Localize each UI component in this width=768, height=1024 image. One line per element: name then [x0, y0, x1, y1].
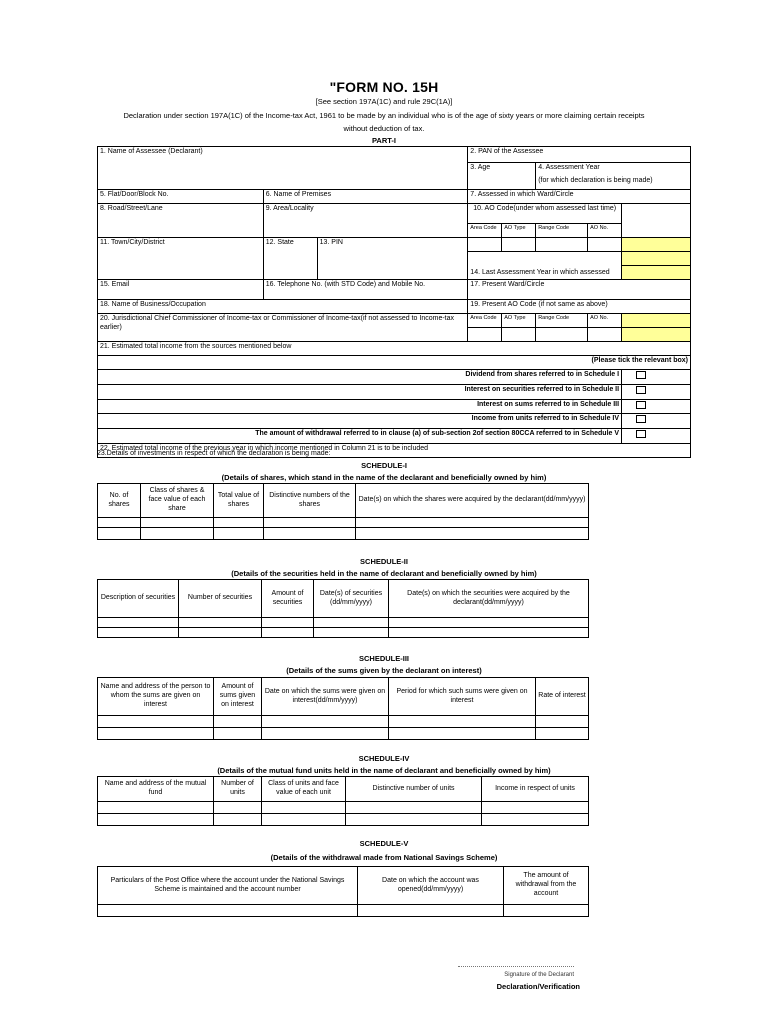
part-label: PART-I: [371, 136, 397, 145]
tick-interest-sums-label: Interest on sums referred to in Schedule III: [98, 399, 622, 414]
s4-col-name-address: Name and address of the mutual fund: [98, 777, 214, 802]
s5-col-withdrawal: The amount of withdrawal from the account: [504, 867, 589, 905]
ao2-no-label: AO No.: [588, 314, 622, 328]
s4-col-income: Income in respect of units: [482, 777, 589, 802]
field-road-street[interactable]: 8. Road/Street/Lane: [98, 204, 264, 238]
ao-no-label: AO No.: [588, 224, 622, 238]
field-assessed-ward[interactable]: 7. Assessed in which Ward/Circle: [468, 190, 691, 204]
field-jurisdictional-commissioner[interactable]: 20. Jurisdictional Chief Commissioner of Income-tax or Commissioner of Income-tax(if not assessed to Income-tax earlier): [98, 314, 468, 342]
declaration-verification-label: Declaration/Verification: [496, 982, 580, 991]
tick-note: (Please tick the relevant box): [98, 356, 691, 370]
field-assessment-year[interactable]: 4. Assessment Year: [536, 163, 691, 177]
field-name-of-assessee[interactable]: 1. Name of Assessee (Declarant): [98, 147, 468, 190]
tick-withdrawal-label: The amount of withdrawal referred to in clause (a) of sub-section 2of section 80CCA referred to in Schedule V: [98, 429, 622, 444]
field-town-city[interactable]: 11. Town/City/District: [98, 238, 264, 280]
field-flat-door[interactable]: 5. Flat/Door/Block No.: [98, 190, 264, 204]
table-row: [98, 716, 589, 728]
schedule2-table: [97, 579, 589, 638]
declaration-line-2: without deduction of tax.: [343, 124, 425, 133]
checkbox-withdrawal[interactable]: [636, 430, 646, 438]
field-telephone[interactable]: 16. Telephone No. (with STD Code) and Mobile No.: [263, 280, 468, 300]
s1-col-total-value: Total value of shares: [214, 484, 264, 518]
s1-col-class: Class of shares & face value of each share: [141, 484, 214, 518]
field-pin[interactable]: 13. PIN: [317, 238, 468, 280]
s1-col-no-of-shares: No. of shares: [98, 484, 141, 518]
schedule5-subtitle: (Details of the withdrawal made from National Savings Scheme): [270, 853, 498, 862]
s4-col-distinctive: Distinctive number of units: [346, 777, 482, 802]
s4-col-class: Class of units and face value of each unit: [262, 777, 346, 802]
ao2-range-code-label: Range Code: [536, 314, 588, 328]
ao-type-label: AO Type: [502, 224, 536, 238]
field-previous-year-income[interactable]: 22. Estimated total income of the previous year in which income mentioned in Column 21 is to be included: [98, 443, 691, 457]
table-row: [98, 618, 589, 628]
part1-table: [97, 146, 691, 458]
field-assessment-year-note: (for which declaration is being made): [536, 176, 691, 190]
s2-col-acquired: Date(s) on which the securities were acquired by the declarant(dd/mm/yyyy): [389, 580, 589, 618]
s3-col-name-address: Name and address of the person to whom the sums are given on interest: [98, 678, 214, 716]
field-estimated-income[interactable]: 21. Estimated total income from the sources mentioned below: [98, 342, 691, 356]
signature-line[interactable]: [458, 966, 574, 967]
field-present-ao-code[interactable]: 19. Present AO Code (if not same as above): [468, 300, 691, 314]
checkbox-interest-sums[interactable]: [636, 401, 646, 409]
s3-col-rate: Rate of interest: [536, 678, 589, 716]
schedule5-table: [97, 866, 589, 917]
tick-dividend-label: Dividend from shares referred to in Schedule I: [98, 370, 622, 385]
field-ao-code: 10. AO Code(under whom assessed last time): [468, 204, 622, 224]
s3-col-date: Date on which the sums were given on interest(dd/mm/yyyy): [262, 678, 389, 716]
schedule2-title: SCHEDULE-II: [360, 557, 408, 566]
signature-label: Signature of the Declarant: [504, 972, 574, 978]
schedule5-title: SCHEDULE-V: [359, 839, 409, 848]
field-age[interactable]: 3. Age: [468, 163, 536, 190]
field-name-of-premises[interactable]: 6. Name of Premises: [263, 190, 468, 204]
s5-col-date-opened: Date on which the account was opened(dd/mm/yyyy): [358, 867, 504, 905]
see-section: [See section 197A(1C) and rule 29C(1A)]: [315, 97, 453, 106]
s1-col-distinctive: Distinctive numbers of the shares: [264, 484, 356, 518]
checkbox-interest-securities[interactable]: [636, 386, 646, 394]
tick-interest-securities-label: Interest on securities referred to in Schedule II: [98, 384, 622, 399]
schedule2-subtitle: (Details of the securities held in the name of declarant and beneficially owned by him): [231, 569, 537, 578]
declaration-line-1: Declaration under section 197A(1C) of the Income-tax Act, 1961 to be made by an individual who is of the age of sixty years or more claiming certain receipts: [123, 111, 645, 120]
field-pan[interactable]: 2. PAN of the Assessee: [468, 147, 691, 163]
table-row: [98, 728, 589, 740]
schedule1-subtitle: (Details of shares, which stand in the name of the declarant and beneficially owned by him): [221, 473, 547, 482]
table-row: [98, 518, 589, 528]
table-row: [98, 814, 589, 826]
ao-area-code-label: Area Code: [468, 224, 502, 238]
s1-col-dates: Date(s) on which the shares were acquired by the declarant(dd/mm/yyyy): [356, 484, 589, 518]
s4-col-number: Number of units: [214, 777, 262, 802]
field-present-ward[interactable]: 17. Present Ward/Circle: [468, 280, 691, 300]
schedule3-title: SCHEDULE-III: [358, 654, 409, 663]
schedule4-subtitle: (Details of the mutual fund units held in the name of declarant and beneficially owned by him): [217, 766, 551, 775]
schedule1-title: SCHEDULE-I: [361, 461, 407, 470]
schedule3-subtitle: (Details of the sums given by the declarant on interest): [286, 666, 482, 675]
field-last-assessment-year[interactable]: 14. Last Assessment Year in which assessed: [468, 252, 622, 280]
table-row: [98, 528, 589, 540]
field-state[interactable]: 12. State: [263, 238, 317, 280]
investments-heading: 23.Details of investments in respect of which the declaration is being made:: [97, 450, 331, 457]
field-email[interactable]: 15. Email: [98, 280, 264, 300]
table-row: [98, 802, 589, 814]
schedule4-table: [97, 776, 589, 826]
checkbox-dividend[interactable]: [636, 371, 646, 379]
ao2-area-code-label: Area Code: [468, 314, 502, 328]
s3-col-period: Period for which such sums were given on interest: [389, 678, 536, 716]
field-area-locality[interactable]: 9. Area/Locality: [263, 204, 468, 238]
ao2-type-label: AO Type: [502, 314, 536, 328]
s2-col-description: Description of securities: [98, 580, 179, 618]
s3-col-amount: Amount of sums given on interest: [214, 678, 262, 716]
checkbox-units[interactable]: [636, 415, 646, 423]
s5-col-post-office: Particulars of the Post Office where the account under the National Savings Scheme is maintained and the account number: [98, 867, 358, 905]
s2-col-number: Number of securities: [179, 580, 262, 618]
schedule1-table: [97, 483, 589, 540]
schedule3-table: [97, 677, 589, 740]
range-code-label: Range Code: [536, 224, 588, 238]
tick-units-label: Income from units referred to in Schedule IV: [98, 414, 622, 429]
ao-code-highlight[interactable]: [622, 238, 691, 252]
field-business-occupation[interactable]: 18. Name of Business/Occupation: [98, 300, 468, 314]
form-title: "FORM NO. 15H: [329, 79, 439, 95]
table-row: [98, 905, 589, 917]
s2-col-dates: Date(s) of securities (dd/mm/yyyy): [314, 580, 389, 618]
table-row: [98, 628, 589, 638]
s2-col-amount: Amount of securities: [262, 580, 314, 618]
schedule4-title: SCHEDULE-IV: [358, 754, 410, 763]
